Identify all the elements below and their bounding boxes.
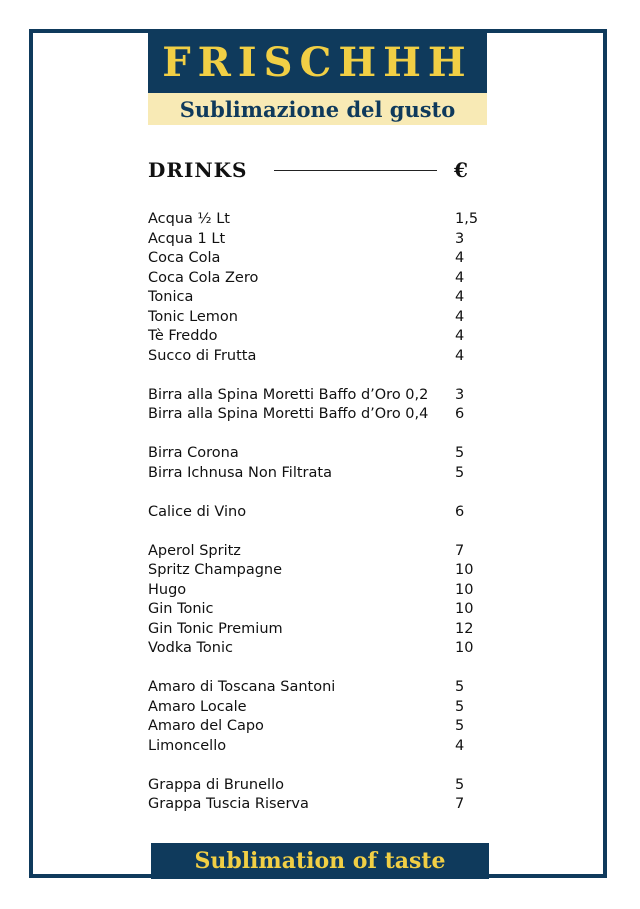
brand-name: FRISCHHH: [148, 31, 487, 93]
menu-item: [148, 210, 478, 230]
menu-item-name: Aperol Spritz: [148, 542, 241, 559]
menu-item: [148, 678, 478, 698]
menu-item: [148, 795, 478, 815]
menu-item-price: 5: [455, 698, 465, 715]
menu-item-price: 10: [455, 601, 474, 617]
menu-item-name: Birra Ichnusa Non Filtrata: [148, 464, 332, 481]
menu-item: [148, 405, 478, 425]
menu-item: [148, 600, 478, 620]
menu-item-name: Acqua ½ Lt: [148, 211, 230, 227]
menu-item-price: 7: [455, 542, 465, 559]
menu-item-name: Birra alla Spina Moretti Baffo d’Oro 0,4: [148, 406, 429, 422]
menu-item-name: Amaro di Toscana Santoni: [148, 679, 336, 695]
menu-item-price: 4: [455, 289, 465, 305]
menu-item: [148, 308, 478, 328]
menu-item-price: 10: [455, 562, 474, 578]
menu-item-price: 12: [455, 620, 474, 637]
menu-item: [148, 386, 478, 406]
menu-item-name: Grappa di Brunello: [148, 776, 284, 793]
menu-item: [148, 327, 478, 347]
menu-item: [148, 639, 478, 659]
menu-item-price: 3: [455, 230, 465, 247]
menu-item-name: Grappa Tuscia Riserva: [148, 796, 309, 812]
menu-item-price: 4: [455, 269, 465, 286]
section-title: DRINKS: [148, 158, 248, 182]
menu-item: [148, 444, 478, 464]
menu-group: [148, 210, 478, 366]
menu-item-name: Tonica: [148, 289, 194, 305]
menu-item-name: Amaro Locale: [148, 698, 247, 715]
menu-item-name: Calice di Vino: [148, 503, 247, 520]
menu-item-name: Gin Tonic: [148, 601, 214, 617]
menu-item-name: Birra alla Spina Moretti Baffo d’Oro 0,2: [148, 386, 429, 403]
menu-item: [148, 464, 478, 484]
menu-item: [148, 269, 478, 289]
menu-item-price: 3: [455, 386, 465, 403]
menu-item-name: Spritz Champagne: [148, 562, 283, 578]
menu-group: [148, 444, 478, 483]
menu-item: [148, 503, 478, 523]
menu-item: [148, 288, 478, 308]
menu-item-price: 1,5: [455, 211, 479, 227]
menu-item-name: Amaro del Capo: [148, 718, 264, 734]
menu-group: [148, 386, 478, 425]
footer-banner: Sublimation of taste: [151, 843, 489, 879]
section-header: [148, 156, 468, 186]
menu-item: [148, 230, 478, 250]
menu-item: [148, 581, 478, 601]
menu-item-name: Succo di Frutta: [148, 347, 257, 364]
menu-item-price: 4: [455, 737, 465, 754]
menu-item: [148, 737, 478, 757]
menu-item-name: Acqua 1 Lt: [148, 230, 226, 247]
drinks-menu: [148, 210, 478, 834]
menu-group: [148, 776, 478, 815]
currency-symbol: €: [454, 158, 468, 182]
menu-item: [148, 249, 478, 269]
menu-item: [148, 717, 478, 737]
menu-item-name: Hugo: [148, 581, 187, 598]
brand-tagline: Sublimazione del gusto: [148, 93, 487, 125]
menu-item-name: Limoncello: [148, 737, 227, 754]
menu-item-name: Vodka Tonic: [148, 640, 233, 656]
menu-item: [148, 698, 478, 718]
menu-item-price: 4: [455, 347, 465, 364]
menu-item: [148, 542, 478, 562]
menu-item-price: 5: [455, 776, 465, 793]
menu-item-name: Gin Tonic Premium: [148, 620, 283, 637]
menu-item-price: 5: [455, 464, 465, 481]
menu-item-name: Birra Corona: [148, 445, 239, 461]
menu-item-price: 10: [455, 640, 474, 656]
menu-group: [148, 678, 478, 756]
menu-item-price: 4: [455, 308, 465, 325]
menu-item-price: 6: [455, 503, 465, 520]
menu-item-name: Coca Cola Zero: [148, 269, 259, 286]
menu-item-name: Coca Cola: [148, 250, 221, 266]
menu-item: [148, 347, 478, 367]
section-divider: [274, 170, 437, 171]
menu-item-price: 5: [455, 718, 465, 734]
menu-item-price: 4: [455, 328, 465, 344]
menu-item-name: Tè Freddo: [148, 328, 218, 344]
menu-item-price: 6: [455, 406, 465, 422]
menu-item-price: 4: [455, 250, 465, 266]
menu-item-name: Tonic Lemon: [148, 308, 238, 325]
menu-item: [148, 776, 478, 796]
menu-item-price: 5: [455, 679, 465, 695]
menu-item: [148, 620, 478, 640]
menu-item-price: 5: [455, 445, 465, 461]
menu-item-price: 7: [455, 796, 465, 812]
menu-group: [148, 503, 478, 523]
menu-group: [148, 542, 478, 659]
menu-item: [148, 561, 478, 581]
menu-item-price: 10: [455, 581, 474, 598]
